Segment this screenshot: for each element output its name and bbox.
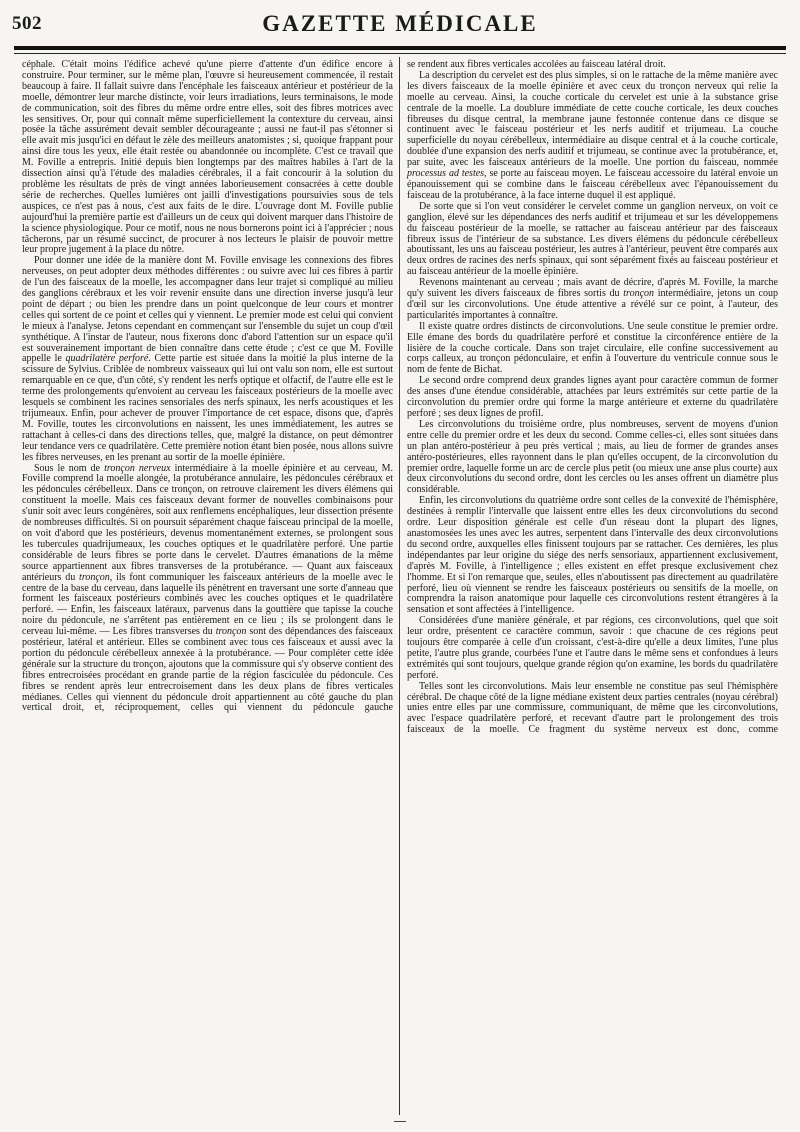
paragraph (22, 60, 393, 256)
italic-term: quadrilatère perforé (65, 353, 149, 365)
text-run: , se porte au faisceau moyen. Le faisceau accessoire du latéral envoie un épanouissement qui se combine dans le faisceau cérébelleux avec l'épanouissement du faisceau de la protubérance, à la face interne duquel il est appliqué. (407, 168, 778, 201)
italic-term: tronçon (623, 288, 655, 300)
text-run: sont des dépendances des faisceaux postérieur, latéral et antérieur. Elles se combinent avec tous ces faisceaux et aussi avec la portion du pédoncule cérébelleux annexée à la protubérance. — Pour compléter cette idée générale sur la structure du tronçon, ajoutons que la commissure qui s'y observe contient des fibres entrecroisées procédant en grande partie de la région fasciculée du pédoncule. Ces fibres se rendent après leur entrecroisement dans les deux plans de fibres verticales médianes. Celles qui viennent du pédoncule droit appartiennent au côté gauche du plan vertical droit, et, réciproquement, celles qui viennent du pédoncule gauche (22, 626, 393, 714)
italic-term: processus ad testes (407, 168, 485, 180)
paragraph (407, 376, 778, 420)
paragraph (407, 682, 778, 737)
italic-term: tronçon nerveux (104, 462, 171, 474)
text-run: Sous le nom de (34, 462, 105, 474)
text-run: . Cette partie est située dans la moitié la plus interne de la scissure de Sylvius. Criblée de nombreux vaisseaux qui lui ont valu son nom, elle est surtout remarquable en ce que, d'un côté, s'y rendent les nerfs optique et olfactif, de l'autre elle est le terme des prolongements qu'envoient au cerveau les faisceaux postérieurs de la moelle avec lesquels se combinent les racines sensoriales des nerfs spinaux, les nerfs acoustiques et les trijumeaux. Enfin, pour achever de prouver l'importance de cet espace, disons que, d'après M. Foville, toutes les circonvolutions en naissent, les unes immédiatement, les autres se rattachant à celles-ci dans des directions telles, que, malgré la distance, on peut démontrer leur tendance vers ce quadrilatère. Cette première notion étant bien posée, nous allons suivre les fibres nerveuses, en les prenant au sortir de la moelle épinière. (22, 353, 394, 463)
paragraph (407, 278, 778, 322)
text-run: intermédiaire à la moelle épinière et au cerveau, M. Foville comprend la moelle alongée, la protubérance annulaire, les pédoncules cérébraux et les pédoncules cérébelleux. Dans ce tronçon, on retrouve clairement les divers élémens qui constituent la moelle. Mais ces faisceaux devant former de nouvelles combinaisons pour s'unir soit avec leurs congénères, soit aux renflemens encéphaliques, leur dissection présente de nombreuses difficultés. Si on poursuit séparément chaque faisceau principal de la moelle, on voit d'abord que les postérieurs, devenus momentanément externes, se prolongent sous les tubercules quadrijumeaux, les couches optiques et le quadrilatère perforé. Une partie considérable de leurs fibres se porte dans le cervelet. D'autres émanations de la même source appartiennent aux fibres transverses de la protubérance. — Quant aux faisceaux antérieurs du (22, 462, 393, 583)
text-run: Le second ordre comprend deux grandes lignes ayant pour caractère commun de former des anses d'une étendue considérable, attachées par leurs extrémités sur cette partie de la circonvolution du premier ordre qui forme la marge antérieure et externe du quadrilatère perforé ; ses deux lignes de profil. (407, 375, 778, 419)
text-run: Enfin, les circonvolutions du quatrième ordre sont celles de la convexité de l'hémisphère, destinées à remplir l'intervalle que laissent entre elles les deux circonvolutions du second ordre. Leur disposition générale est celle d'un réseau dont la plupart des lignes, anastomosées les unes avec les autres, serpentent dans l'intervalle des deux circonvolutions du second ordre, auxquelles elles finissent toujours par se rattacher. Ces dernières, les plus indépendantes par leur origine du siége des nerfs sensoriaux, appartiennent exclusivement, d'après M. Foville, à l'intelligence ; elles existent en effet presque exclusivement chez l'homme. Et si l'on remarque que, seules, elles n'aboutissent pas directement au quadrilatère perforé, lieu où viennent se rendre les faisceaux postérieurs ou sensitifs de la moelle, on comprendra la raison anatomique pour laquelle ces circonvolutions restent étrangères à la sensation et sont affectées à l'intelligence. (407, 495, 778, 616)
header-rule-thick (14, 46, 786, 50)
paragraph (407, 496, 778, 616)
paragraph (407, 420, 778, 496)
text-run: Pour donner une idée de la manière dont M. Foville envisage les connexions des fibres nerveuses, on peut adopter deux méthodes différentes : ou suivre avec lui ces fibres à partir de l'un des faisceaux de la moelle, les accompagner dans leur trajet si compliqué au milieu des ganglions cérébraux et les voir revenir ensuite dans une direction inverse jusqu'à leur point de départ ; ou bien les prendre dans un point quelconque de leur cours et montrer celles qui sortent de ce point et celles qui y viennent. Le premier mode est celui qui convient le mieux à l'analyse. Jetons cependant en commençant sur l'ensemble du sujet un coup d'œil synthétique. A l'instar de l'auteur, nous fixerons donc d'abord l'attention sur un espace qu'il est souverainement important de bien connaître dans cette étude ; c'est ce que M. Foville appelle le (22, 255, 393, 365)
text-run: se rendent aux fibres verticales accolées au faisceau latéral droit. (407, 59, 666, 70)
text-run: Considérées d'une manière générale, et par régions, ces circonvolutions, quel que soit leur ordre, présentent ce caractère commun, savoir : que chacune de ces régions peut toujours être comparée à celle d'un croissant, c'est-à-dire qu'elle a deux limites, l'une plus petite, l'autre plus grande, courbées l'une et l'autre dans le même sens et confondues à leurs extrémités qui sont toujours, quelque grande région qu'on examine, les bords du quadrilatère perforé. (407, 615, 778, 681)
page-number: 502 (12, 13, 42, 34)
paragraph (22, 256, 393, 463)
italic-term: tronçon (215, 626, 247, 638)
text-run: Les circonvolutions du troisième ordre, plus nombreuses, servent de moyens d'union entre celle du premier ordre et les deux du second. Comme celles-ci, elles sont situées dans un plan antéro-postérieur à peu près vertical ; mais, au lieu de former de grandes anses antéro-postérieures, elles rayonnent dans le plan qu'elles occupent, de la circonvolution du premier ordre, laquelle forme un arc de cercle plus petit (ou mieux une anse plus courte) aux deux circonvolutions du second ordre, dont les cercles ou les anses offrent un diamètre plus considérable. (407, 418, 778, 496)
text-run: Telles sont les circonvolutions. Mais leur ensemble ne constitue pas seul l'hémisphère cérébral. De chaque côté de la ligne médiane existent deux parties centrales (noyau cérébral) unies entre elles par une commissure, communiquant, de même que les circonvolutions, avec l'espace quadrilatère perforé, et recevant d'autre part le prolongement des trois faisceaux de la moelle. Ce fragment du système nerveux est donc, comme (407, 680, 778, 736)
column-divider (399, 57, 400, 1115)
text-run: La description du cervelet est des plus simples, si on le rattache de la même manière avec les divers faisceaux de la moelle épinière et avec ceux du tronçon nerveux qui relie la moelle au cerveau. Ainsi, la couche corticale du cervelet est unie à la substance grise centrale de la moelle. La doublure immédiate de cette couche corticale, les deux couches fibreuses du disque central, la membrane jaune festonnée contenue dans ce disque se continuent avec le faisceau postérieur et les nerfs auditif et trijumeau. La couche superficielle du noyau cérébelleux, intermédiaire au disque central et à la couche corticale, doublée d'une expansion des nerfs auditif et trijumeau, se continue avec la protubérance, et, par suite, avec les faisceaux antérieurs de la moelle. Une portion du faisceau, nommée (407, 69, 778, 169)
right-column (407, 60, 778, 736)
text-run: De sorte que si l'on veut considérer le cervelet comme un ganglion nerveux, on voit ce ganglion, élevé sur les dépendances des nerfs auditif et trijumeau et sur les développemens du faisceau postérieur de la moelle, se rattacher au faisceau antérieur par des faisceaux fibreux issus de l'intérieur de sa substance. Les divers élémens du pédoncule cérébelleux aboutissant, les uns au faisceau postérieur, les autres à l'antérieur, peuvent être comparés aux deux ordres de racines des nerfs spinaux, qui sont séparément fixés au faisceau postérieur et au faisceau antérieur de la moelle épinière. (407, 200, 778, 278)
newspaper-title: GAZETTE MÉDICALE (262, 11, 538, 36)
paragraph (407, 202, 778, 278)
page-bottom-mark (394, 1121, 406, 1122)
paragraph (22, 464, 393, 715)
paragraph (407, 322, 778, 377)
paragraph (407, 71, 778, 202)
header-rule-thin (14, 53, 786, 54)
text-run: , ils font communiquer les faisceaux antérieurs de la moelle avec le centre de la base du cerveau, dans laquelle ils pénètrent en traversant une sorte d'anneau que forment les faisceaux postérieurs combinés avec les couches optiques et le quadrilatère perforé. — Enfin, les faisceaux latéraux, parvenus dans la gouttière que tapisse la couche noire du pédoncule, ne s'arrêtent pas entièrement en ce lieu ; ils se prolongent dans le cerveau lui-même. — Les fibres transverses du (22, 571, 393, 638)
text-run: intermédiaire, jetons un coup d'œil sur les circonvolutions. Une étude attentive a révélé sur ce point, à l'auteur, des particularités importantes à connaître. (407, 288, 778, 321)
text-run: Revenons maintenant au cerveau ; mais avant de décrire, d'après M. Foville, la marche qu'y suivent les divers faisceaux de fibres sortis du (407, 277, 778, 300)
left-column (22, 60, 393, 714)
text-run: céphale. C'était moins l'édifice achevé qu'une pierre d'attente d'un édifice encore à construire. Pour terminer, sur le même plan, l'œuvre si heureusement commencée, il restait beaucoup à faire. Il fallait suivre dans l'encéphale les faisceaux antérieur et postérieur de la moelle, démontrer leur marche distincte, voir leurs irradiations, leurs terminaisons, le mode de communication, soit des fibres du même ordre entre elles, soit des fibres motrices avec les sensitives. Or, pour qui connaît même superficiellement la contexture du cerveau, ainsi posée la tâche assurément devait sembler décourageante ; aussi ne faut-il pas s'étonner si elle avait mis jusqu'ici en défaut le zèle des meilleurs anatomistes ; si, quoique frappant pour ainsi dire tous les yeux, elle était restée ou abandonnée ou incomplète. C'est ce travail que M. Foville a entrepris. Initié depuis bien longtemps par des maîtres habiles à l'art de la dissection ainsi qu'à l'étude des maladies cérébrales, il a fait concourir à la solution du problème les résultats de près de vingt années laborieusement consacrées à cette double série de recherches. Quelles lumières ont jailli d'investigations poursuivies sous de tels auspices, ce n'est pas à nous, c'est aux faits de le dire. L'ouvrage dont M. Foville publie aujourd'hui la première partie est d'ailleurs un de ceux qui doivent marquer dans l'histoire de la science physiologique. Pour ce motif, nous ne nous bornerons point ici à l'apprécier ; nous tâcherons, par un résumé succinct, de procurer à nos lecteurs le plaisir de pouvoir mettre leur propre jugement à la place du nôtre. (22, 59, 393, 256)
italic-term: tronçon (79, 571, 110, 583)
paragraph (407, 616, 778, 681)
text-run: Il existe quatre ordres distincts de circonvolutions. Une seule constitue le premier ordre. Elle émane des bords du quadrilatère perforé et constitue la circonférence entière de la lisière de la couche corticale. Dans son trajet circulaire, elle confine successivement au corps calleux, au tronçon pédonculaire, et enfin à l'ouverture du ventricule connue sous le nom de fente de Bichat. (407, 320, 778, 376)
